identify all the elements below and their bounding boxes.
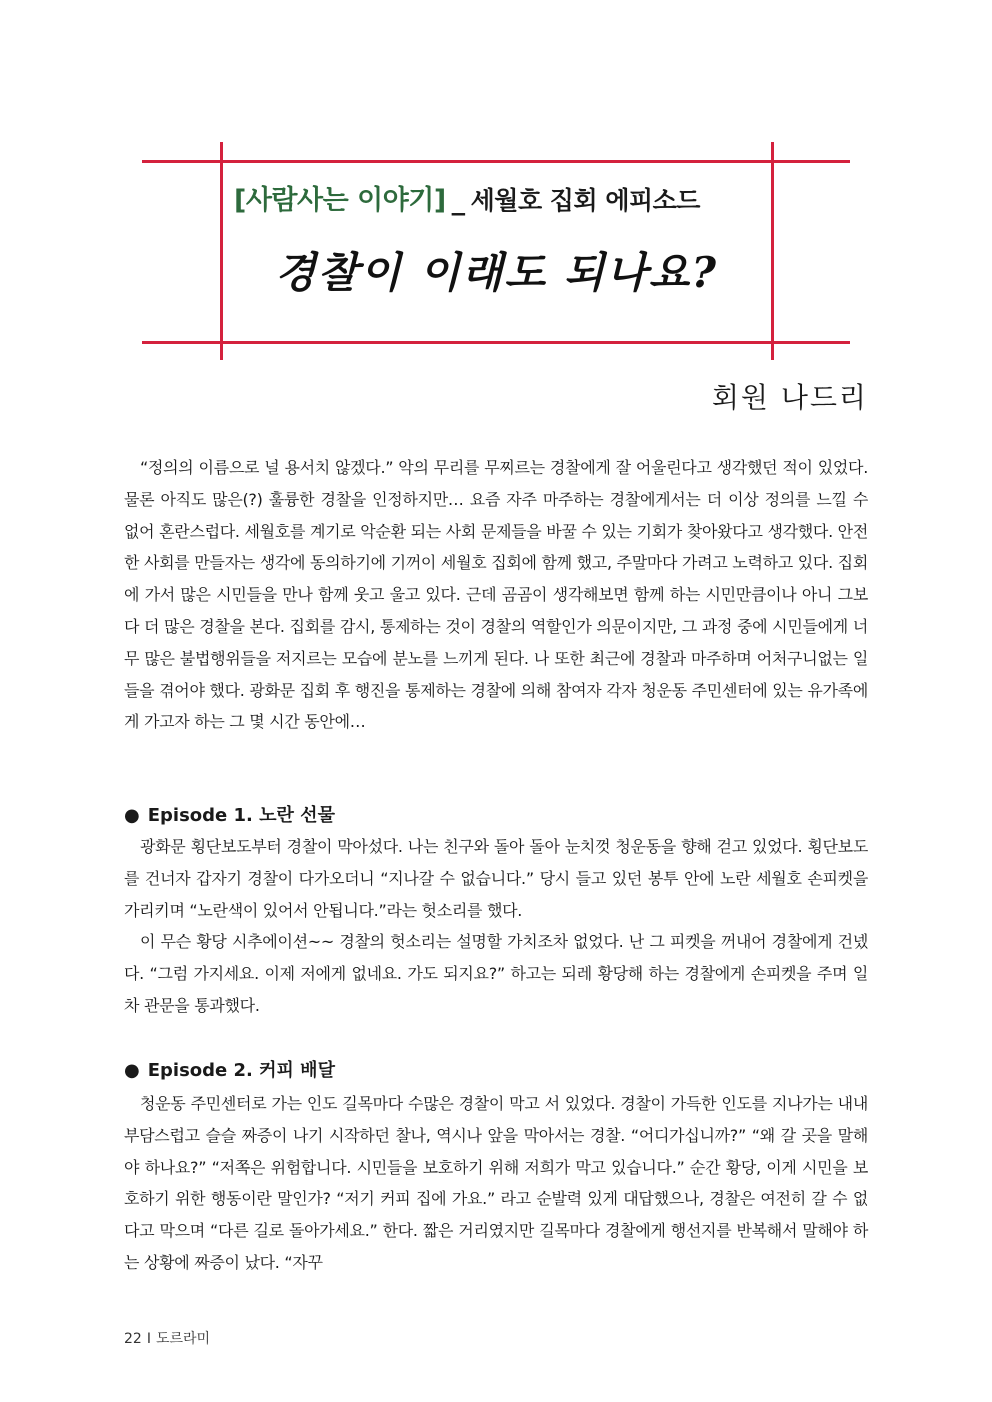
episode-1-title: Episode 1. 노란 선물 (147, 805, 335, 826)
episode-2-paragraph-1: 청운동 주민센터로 가는 인도 길목마다 수많은 경찰이 막고 서 있었다. 경찰이 가득한 인도를 지나가는 내내 부담스럽고 슬슬 짜증이 나기 시작하던 찰나, 역시나 앞을 막아서는 경찰. “어디가십니까?” “왜 갈 곳을 말해야 하나요?” “저쪽은 위험합니다. 시민들을 보호하기 위해 저희가 막고 있습니다.” 순간 황당, 이게 시민을 보호하기 위한 행동이란 말인가? “저기 커피 집에 가요.” 라고 순발력 있게 대답했으나, 경찰은 여전히 갈 수 없다고 막으며 “다른 길로 돌아가세요.” 한다. 짧은 거리였지만 길목마다 경찰에게 행선지를 반복해서 말해야 하는 상황에 짜증이 났다. “자꾸 (124, 1094, 868, 1272)
episode-1-heading (124, 801, 868, 827)
episode-1-paragraph-1: 광화문 횡단보도부터 경찰이 막아섰다. 나는 친구와 돌아 돌아 눈치껏 청운동을 향해 걷고 있었다. 횡단보도를 건너자 갑자기 경찰이 다가오더니 “지나갈 수 없습니다.” 당시 들고 있던 봉투 안에 노란 세월호 손피켓을 가리키며 “노란색이 있어서 안됩니다.”라는 헛소리를 했다. (124, 837, 868, 920)
episode-2-heading (124, 1056, 868, 1082)
article-subtitle: 세월호 집회 에피소드 (470, 186, 700, 215)
footer-separator: Ⅰ (146, 1331, 151, 1347)
article-title: 경찰이 이래도 되나요? (274, 248, 718, 297)
episode-2-title: Episode 2. 커피 배달 (147, 1060, 335, 1081)
series-tag: [사람사는 이야기] (234, 185, 446, 216)
author-byline: 회원 나드리 (711, 381, 868, 414)
bullet-icon: ● (124, 805, 140, 826)
title-frame-right-line (771, 142, 774, 360)
series-separator: _ (451, 185, 465, 216)
title-frame-top-line (142, 160, 850, 163)
title-frame-bottom-line (142, 341, 850, 344)
bullet-icon: ● (124, 1060, 140, 1081)
series-heading (234, 178, 764, 217)
publication-name: 도르라미 (155, 1331, 211, 1347)
page-footer (124, 1328, 210, 1348)
intro-paragraph: “정의의 이름으로 널 용서치 않겠다.” 악의 무리를 무찌르는 경찰에게 잘 어울린다고 생각했던 적이 있었다. 물론 아직도 많은(?) 훌륭한 경찰을 인정하지만… 요즘 자주 마주하는 경찰에게서는 더 이상 정의를 느낄 수 없어 혼란스럽다. 세월호를 계기로 악순환 되는 사회 문제들을 바꿀 수 있는 기회가 찾아왔다고 생각했다. 안전한 사회를 만들자는 생각에 동의하기에 기꺼이 세월호 집회에 함께 했고, 주말마다 가려고 노력하고 있다. 집회에 가서 많은 시민들을 만나 함께 웃고 울고 있다. 근데 곰곰이 생각해보면 함께 하는 시민만큼이나 아니 그보다 더 많은 경찰을 본다. 집회를 감시, 통제하는 것이 경찰의 역할인가 의문이지만, 그 과정 중에 시민들에게 너무 많은 불법행위들을 저지르는 모습에 분노를 느끼게 된다. 나 또한 최근에 경찰과 마주하며 어처구니없는 일들을 겪어야 했다. 광화문 집회 후 행진을 통제하는 경찰에 의해 참여자 각자 청운동 주민센터에 있는 유가족에게 가고자 하는 그 몇 시간 동안에… (124, 458, 868, 732)
page-number: 22 (124, 1331, 142, 1347)
episode-1-paragraph-2: 이 무슨 황당 시추에이션~~ 경찰의 헛소리는 설명할 가치조차 없었다. 난 그 피켓을 꺼내어 경찰에게 건넸다. “그럼 가지세요. 이제 저에게 없네요. 가도 되지요?” 하고는 되레 황당해 하는 경찰에게 손피켓을 주며 일차 관문을 통과했다. (124, 932, 868, 1015)
